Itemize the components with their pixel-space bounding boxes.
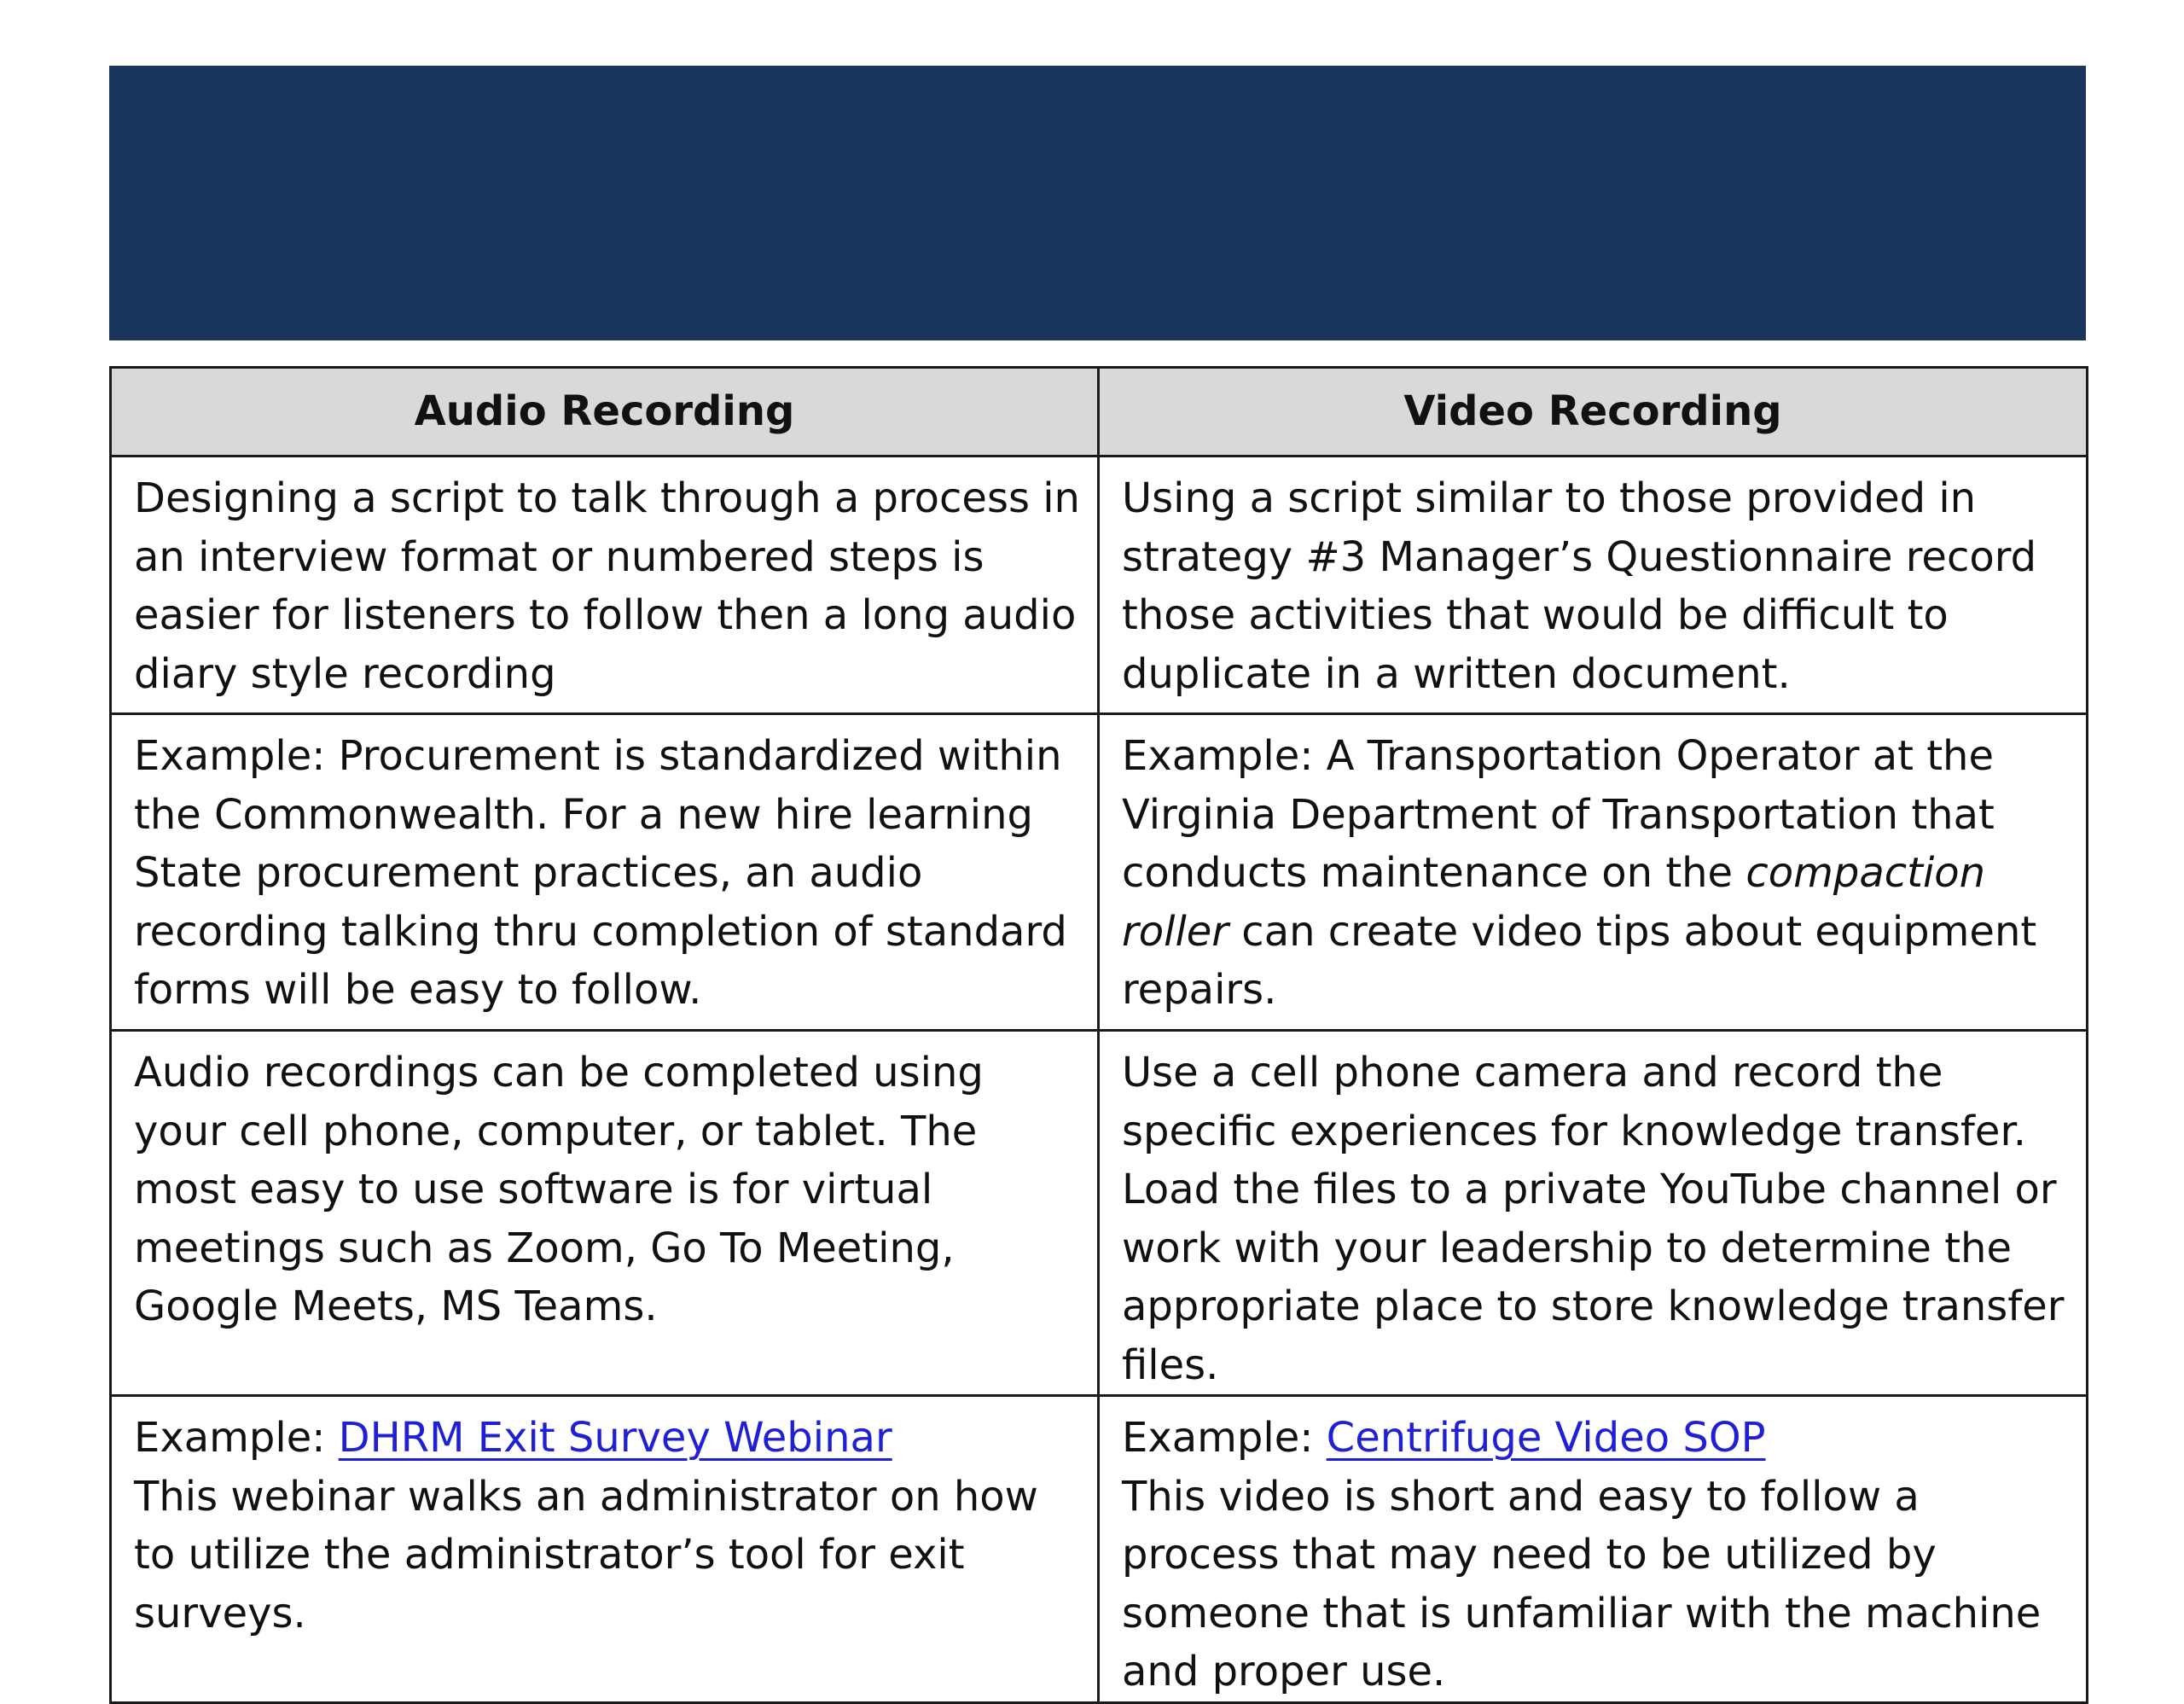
header-video-recording: Video Recording bbox=[1099, 368, 2088, 457]
video-tools-cell: Use a cell phone camera and record the specific experiences for knowledge transfer. Load the files to a private YouTube channel or work with your leadership to determine the appropriate place to store knowledge transfer files. bbox=[1099, 1031, 2088, 1396]
centrifuge-video-sop-link[interactable]: Centrifuge Video SOP bbox=[1326, 1414, 1766, 1462]
audio-example-cell: Example: Procurement is standardized within the Commonwealth. For a new hire learning State procurement practices, an audio recording talking thru completion of standard forms will be easy to follow. bbox=[111, 714, 1099, 1031]
table-row bbox=[111, 1031, 2088, 1396]
title-banner bbox=[109, 66, 2086, 340]
audio-link-description: This webinar walks an administrator on how to utilize the administrator’s tool for exit surveys. bbox=[134, 1472, 1038, 1637]
comparison-table bbox=[109, 366, 2088, 1704]
video-example-prefix: Example: bbox=[1122, 1414, 1327, 1462]
audio-link-example-cell bbox=[111, 1396, 1099, 1703]
video-example-text: Example: A Transportation Operator at the Virginia Department of Transportation that conducts maintenance on the bbox=[1122, 732, 1995, 897]
table-row bbox=[111, 1396, 2088, 1703]
video-example-italic: compaction roller bbox=[1122, 849, 1986, 956]
video-link-description: This video is short and easy to follow a process that may need to be utilized by someone that is unfamiliar with the machine and proper use. bbox=[1122, 1472, 2042, 1695]
video-link-line bbox=[1122, 1409, 2074, 1468]
audio-tools-cell: Audio recordings can be completed using your cell phone, computer, or tablet. The most easy to use software is for virtual meetings such as Zoom, Go To Meeting, Google Meets, MS Teams. bbox=[111, 1031, 1099, 1396]
dhrm-exit-survey-webinar-link[interactable]: DHRM Exit Survey Webinar bbox=[338, 1414, 892, 1462]
video-example-cell bbox=[1099, 714, 2088, 1031]
table-header-row bbox=[111, 368, 2088, 457]
table-row bbox=[111, 714, 2088, 1031]
audio-example-prefix: Example: bbox=[134, 1414, 339, 1462]
video-link-example-cell bbox=[1099, 1396, 2088, 1703]
audio-link-line bbox=[134, 1409, 1085, 1468]
table-row bbox=[111, 457, 2088, 714]
video-example-text-end: can create video tips about equipment repairs. bbox=[1122, 907, 2037, 1014]
audio-script-cell: Designing a script to talk through a process in an interview format or numbered steps is easier for listeners to follow then a long audio diary style recording bbox=[111, 457, 1099, 714]
video-script-cell: Using a script similar to those provided in strategy #3 Manager’s Questionnaire record those activities that would be difficult to duplicate in a written document. bbox=[1099, 457, 2088, 714]
header-audio-recording: Audio Recording bbox=[111, 368, 1099, 457]
